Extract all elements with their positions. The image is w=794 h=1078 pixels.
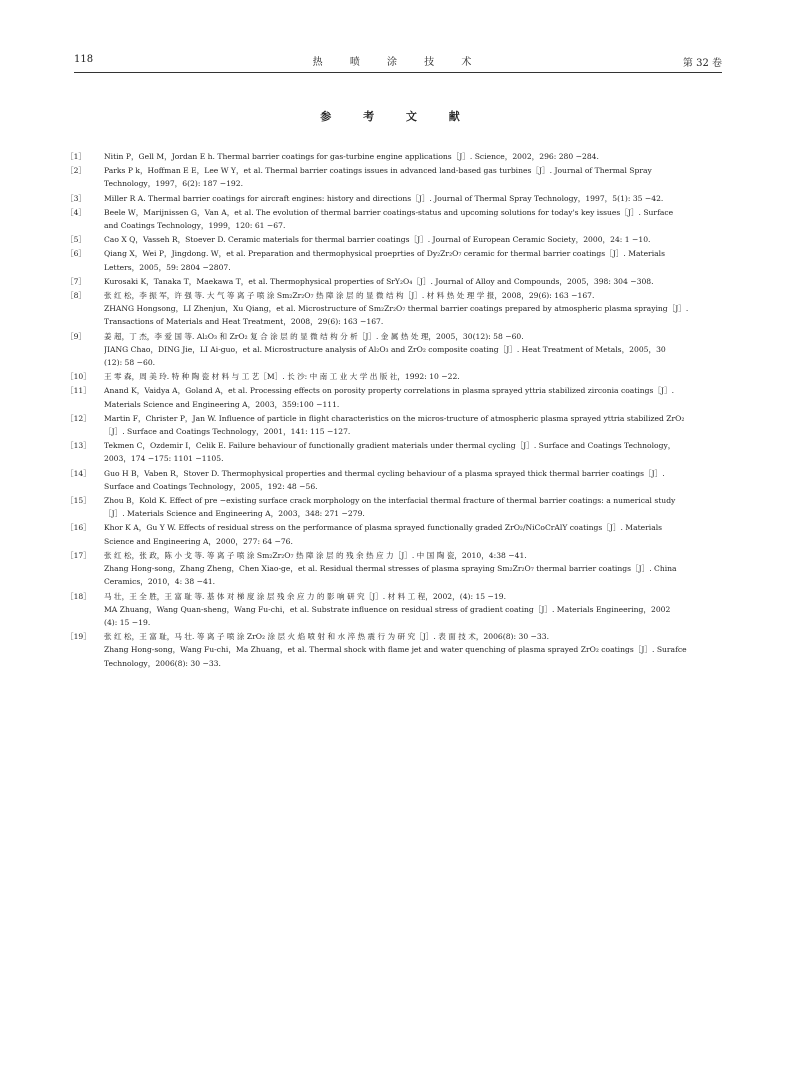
reference-text-line: 马 壮，王 全 胜，王 富 耻 等. 基 体 对 梯 度 涂 层 残 余 应 力 的 影 响 研 究［J］. 材 料 工 程，2002，(4): 15 −19. — [104, 591, 506, 601]
reference-number: ［15］ — [66, 496, 91, 506]
reference-text-line: 王 零 森，周 美 玲. 特 种 陶 瓷 材 料 与 工 艺［M］. 长 沙: 中 南 工 业 大 学 出 版 社，1992: 10 −22. — [104, 372, 460, 382]
reference-number: ［13］ — [66, 441, 91, 451]
reference-item — [66, 150, 726, 163]
reference-item — [66, 247, 726, 273]
reference-text-line: Zhou B，Kold K. Effect of pre −existing surface crack morphology on the interfacial thermal fracture of thermal barrier coatings: a numerical study — [104, 496, 676, 506]
reference-text-line: Zhang Hong-song，Zhang Zheng，Chen Xiao-ge，et al. Residual thermal stresses of plasma spraying Sm₂Zr₂O₇ thermal barrier coatings［J］. China — [104, 564, 677, 574]
reference-text-line: Zhang Hong-song，Wang Fu-chi，Ma Zhuang，et al. Thermal shock with flame jet and water quenching of plasma sprayed ZrO₂ coatings［J］. Surafce — [104, 645, 687, 655]
reference-text-line: 张 红 松，张 政，陈 小 戈 等. 等 离 子 喷 涂 Sm₂Zr₂O₇ 热 障 涂 层 的 残 余 热 应 力［J］. 中 国 陶 瓷，2010，4:38 −41. — [104, 550, 527, 560]
reference-item — [66, 494, 726, 520]
reference-text-line: Surface and Coatings Technology，2005，192: 48 −56. — [104, 481, 318, 491]
reference-text-line: Qiang X，Wei P，Jingdong. W，et al. Preparation and thermophysical proeprties of Dy₂Zr₂O₇ ceramic for thermal barrier coatings［J］. Materials — [104, 249, 665, 259]
reference-text-line: Khor K A，Gu Y W. Effects of residual stress on the performance of plasma sprayed functionally graded ZrO₂/NiCoCrAlY coatings［J］. Materials — [104, 523, 663, 533]
reference-text-line: Tekmen C，Ozdemir I，Celik E. Failure behaviour of functionally gradient materials under thermal cycling［J］. Surface and Coatings Technology， — [104, 441, 676, 451]
reference-number: ［3］ — [66, 193, 87, 203]
journal-title: 热 喷 涂 技 术 — [312, 57, 484, 68]
reference-item — [66, 521, 726, 547]
reference-number: ［1］ — [66, 152, 87, 161]
reference-number: ［9］ — [66, 331, 87, 341]
reference-number: ［17］ — [66, 550, 91, 560]
reference-text-line: Cao X Q，Vasseh R，Stoever D. Ceramic materials for thermal barrier coatings［J］. Journal of European Ceramic Society，2000，24: 1 −10. — [104, 235, 651, 245]
reference-item — [66, 330, 726, 370]
reference-text-line: Beele W，Marijnissen G，Van A，et al. The evolution of thermal barrier coatings-status and upcoming solutions for today's key issues［J］. Surface — [104, 207, 674, 217]
reference-number: ［4］ — [66, 207, 87, 217]
reference-number: ［7］ — [66, 276, 87, 286]
page-number: 118 — [74, 54, 94, 65]
reference-text-line: and Coatings Technology，1999，120: 61 −67. — [104, 221, 286, 231]
reference-text-line: (12): 58 −60. — [104, 358, 156, 368]
reference-text-line: Technology，2006(8): 30 −33. — [104, 658, 221, 668]
reference-text-line: 姜 超，丁 杰，李 爱 国 等. Al₂O₃ 和 ZrO₂ 复 合 涂 层 的 显 微 结 构 分 析［J］. 金 属 热 处 理，2005，30(12): 58 −60. — [104, 331, 524, 341]
reference-text-line: (4): 15 −19. — [104, 617, 151, 627]
reference-text-line: Letters，2005，59: 2804 −2807. — [104, 262, 231, 272]
reference-number: ［6］ — [66, 249, 87, 259]
reference-number: ［8］ — [66, 291, 87, 301]
reference-item — [66, 206, 726, 232]
reference-text-line: Anand K，Vaidya A，Goland A，et al. Processing effects on porosity property correlations in plasma sprayed yttria stabilized zirconia coatings［J］. — [104, 386, 675, 396]
reference-number: ［11］ — [66, 386, 91, 396]
reference-item — [66, 164, 726, 190]
reference-number: ［5］ — [66, 235, 87, 245]
reference-text-line: Technology，1997，6(2): 187 −192. — [104, 179, 243, 189]
reference-text-line: Ceramics，2010，4: 38 −41. — [104, 577, 216, 587]
reference-text-line: ［J］. Materials Science and Engineering A，2003，348: 271 −279. — [104, 509, 365, 519]
reference-item — [66, 289, 726, 329]
reference-text-line: JIANG Chao，DING Jie，LI Ai-guo，et al. Microstructure analysis of Al₂O₃ and ZrO₂ composite coating［J］. Heat Treatment of Metals，2005，30 — [104, 344, 666, 354]
reference-item — [66, 412, 726, 438]
reference-text-line: Science and Engineering A，2000，277: 64 −76. — [104, 536, 293, 546]
reference-text-line: Martin F，Christer P，Jan W. Influence of particle in flight characteristics on the micros-tructure of atmospheric plasma sprayed yttria stabilized ZrO₂ — [104, 413, 685, 423]
volume-label: 第 32 卷 — [682, 58, 722, 69]
reference-number: ［14］ — [66, 468, 91, 478]
reference-text-line: Kurosaki K，Tanaka T，Maekawa T，et al. Thermophysical properties of SrY₂O₄［J］. Journal of Alloy and Compounds，2005，398: 304 −308. — [104, 276, 654, 286]
reference-text-line: Nitin P，Gell M，Jordan E h. Thermal barrier coatings for gas-turbine engine applications［J］. Science，2002，296: 280 −284. — [104, 152, 599, 161]
reference-item — [66, 370, 726, 383]
reference-number: ［2］ — [66, 166, 87, 176]
reference-number: ［12］ — [66, 413, 91, 423]
reference-item — [66, 467, 726, 493]
reference-number: ［18］ — [66, 591, 91, 601]
reference-text-line: MA Zhuang，Wang Quan-sheng，Wang Fu-chi，et al. Substrate influence on residual stress of gradient coating［J］. Materials Engineering，2002 — [104, 604, 671, 614]
reference-text-line: Materials Science and Engineering A，2003，359:100 −111. — [104, 399, 340, 409]
reference-item — [66, 233, 726, 246]
page-header — [74, 50, 722, 73]
reference-number: ［19］ — [66, 632, 91, 642]
reference-item — [66, 549, 726, 589]
reference-item — [66, 384, 726, 410]
reference-text-line: ZHANG Hongsong，LI Zhenjun，Xu Qiang，et al. Microstructure of Sm₂Zr₂O₇ thermal barrier coatings prepared by atmospheric plasma spraying［J］. — [104, 304, 689, 314]
reference-text-line: Guo H B，Vaben R，Stover D. Thermophysical properties and thermal cycling behaviour of a plasma sprayed thick thermal barrier coatings［J］. — [104, 468, 665, 478]
reference-text-line: ［J］. Surface and Coatings Technology，2001，141: 115 −127. — [104, 427, 351, 437]
reference-text-line: 张 红 松，李 振 军，许 强 等. 大 气 等 离 子 喷 涂 Sm₂Zr₂O₇ 热 障 涂 层 的 显 微 结 构［J］. 材 料 热 处 理 学 报，2008，29(6): 163 −167. — [104, 291, 595, 301]
reference-number: ［10］ — [66, 372, 91, 382]
reference-list — [66, 150, 726, 671]
references-heading: 参 考 文 献 — [320, 110, 474, 123]
reference-text-line: Miller R A. Thermal barrier coatings for aircraft engines: history and directions［J］. Journal of Thermal Spray Technology，1997，5(1): 35 −42. — [104, 193, 664, 203]
reference-item — [66, 192, 726, 205]
reference-number: ［16］ — [66, 523, 91, 533]
reference-text-line: 2003，174 −175: 1101 −1105. — [104, 454, 224, 464]
reference-item — [66, 590, 726, 630]
reference-item — [66, 439, 726, 465]
reference-text-line: 张 红 松，王 富 耻，马 壮. 等 离 子 喷 涂 ZrO₂ 涂 层 火 焰 喷 射 和 水 淬 热 震 行 为 研 究［J］. 表 面 技 术，2006(8): 30 −33. — [104, 632, 549, 642]
reference-item — [66, 630, 726, 670]
reference-item — [66, 275, 726, 288]
reference-text-line: Transactions of Materials and Heat Treatment，2008，29(6): 163 −167. — [104, 317, 384, 327]
reference-text-line: Parks P k，Hoffman E E，Lee W Y，et al. Thermal barrier coatings issues in advanced land-based gas turbines［J］. Journal of Thermal Spray — [104, 166, 652, 176]
